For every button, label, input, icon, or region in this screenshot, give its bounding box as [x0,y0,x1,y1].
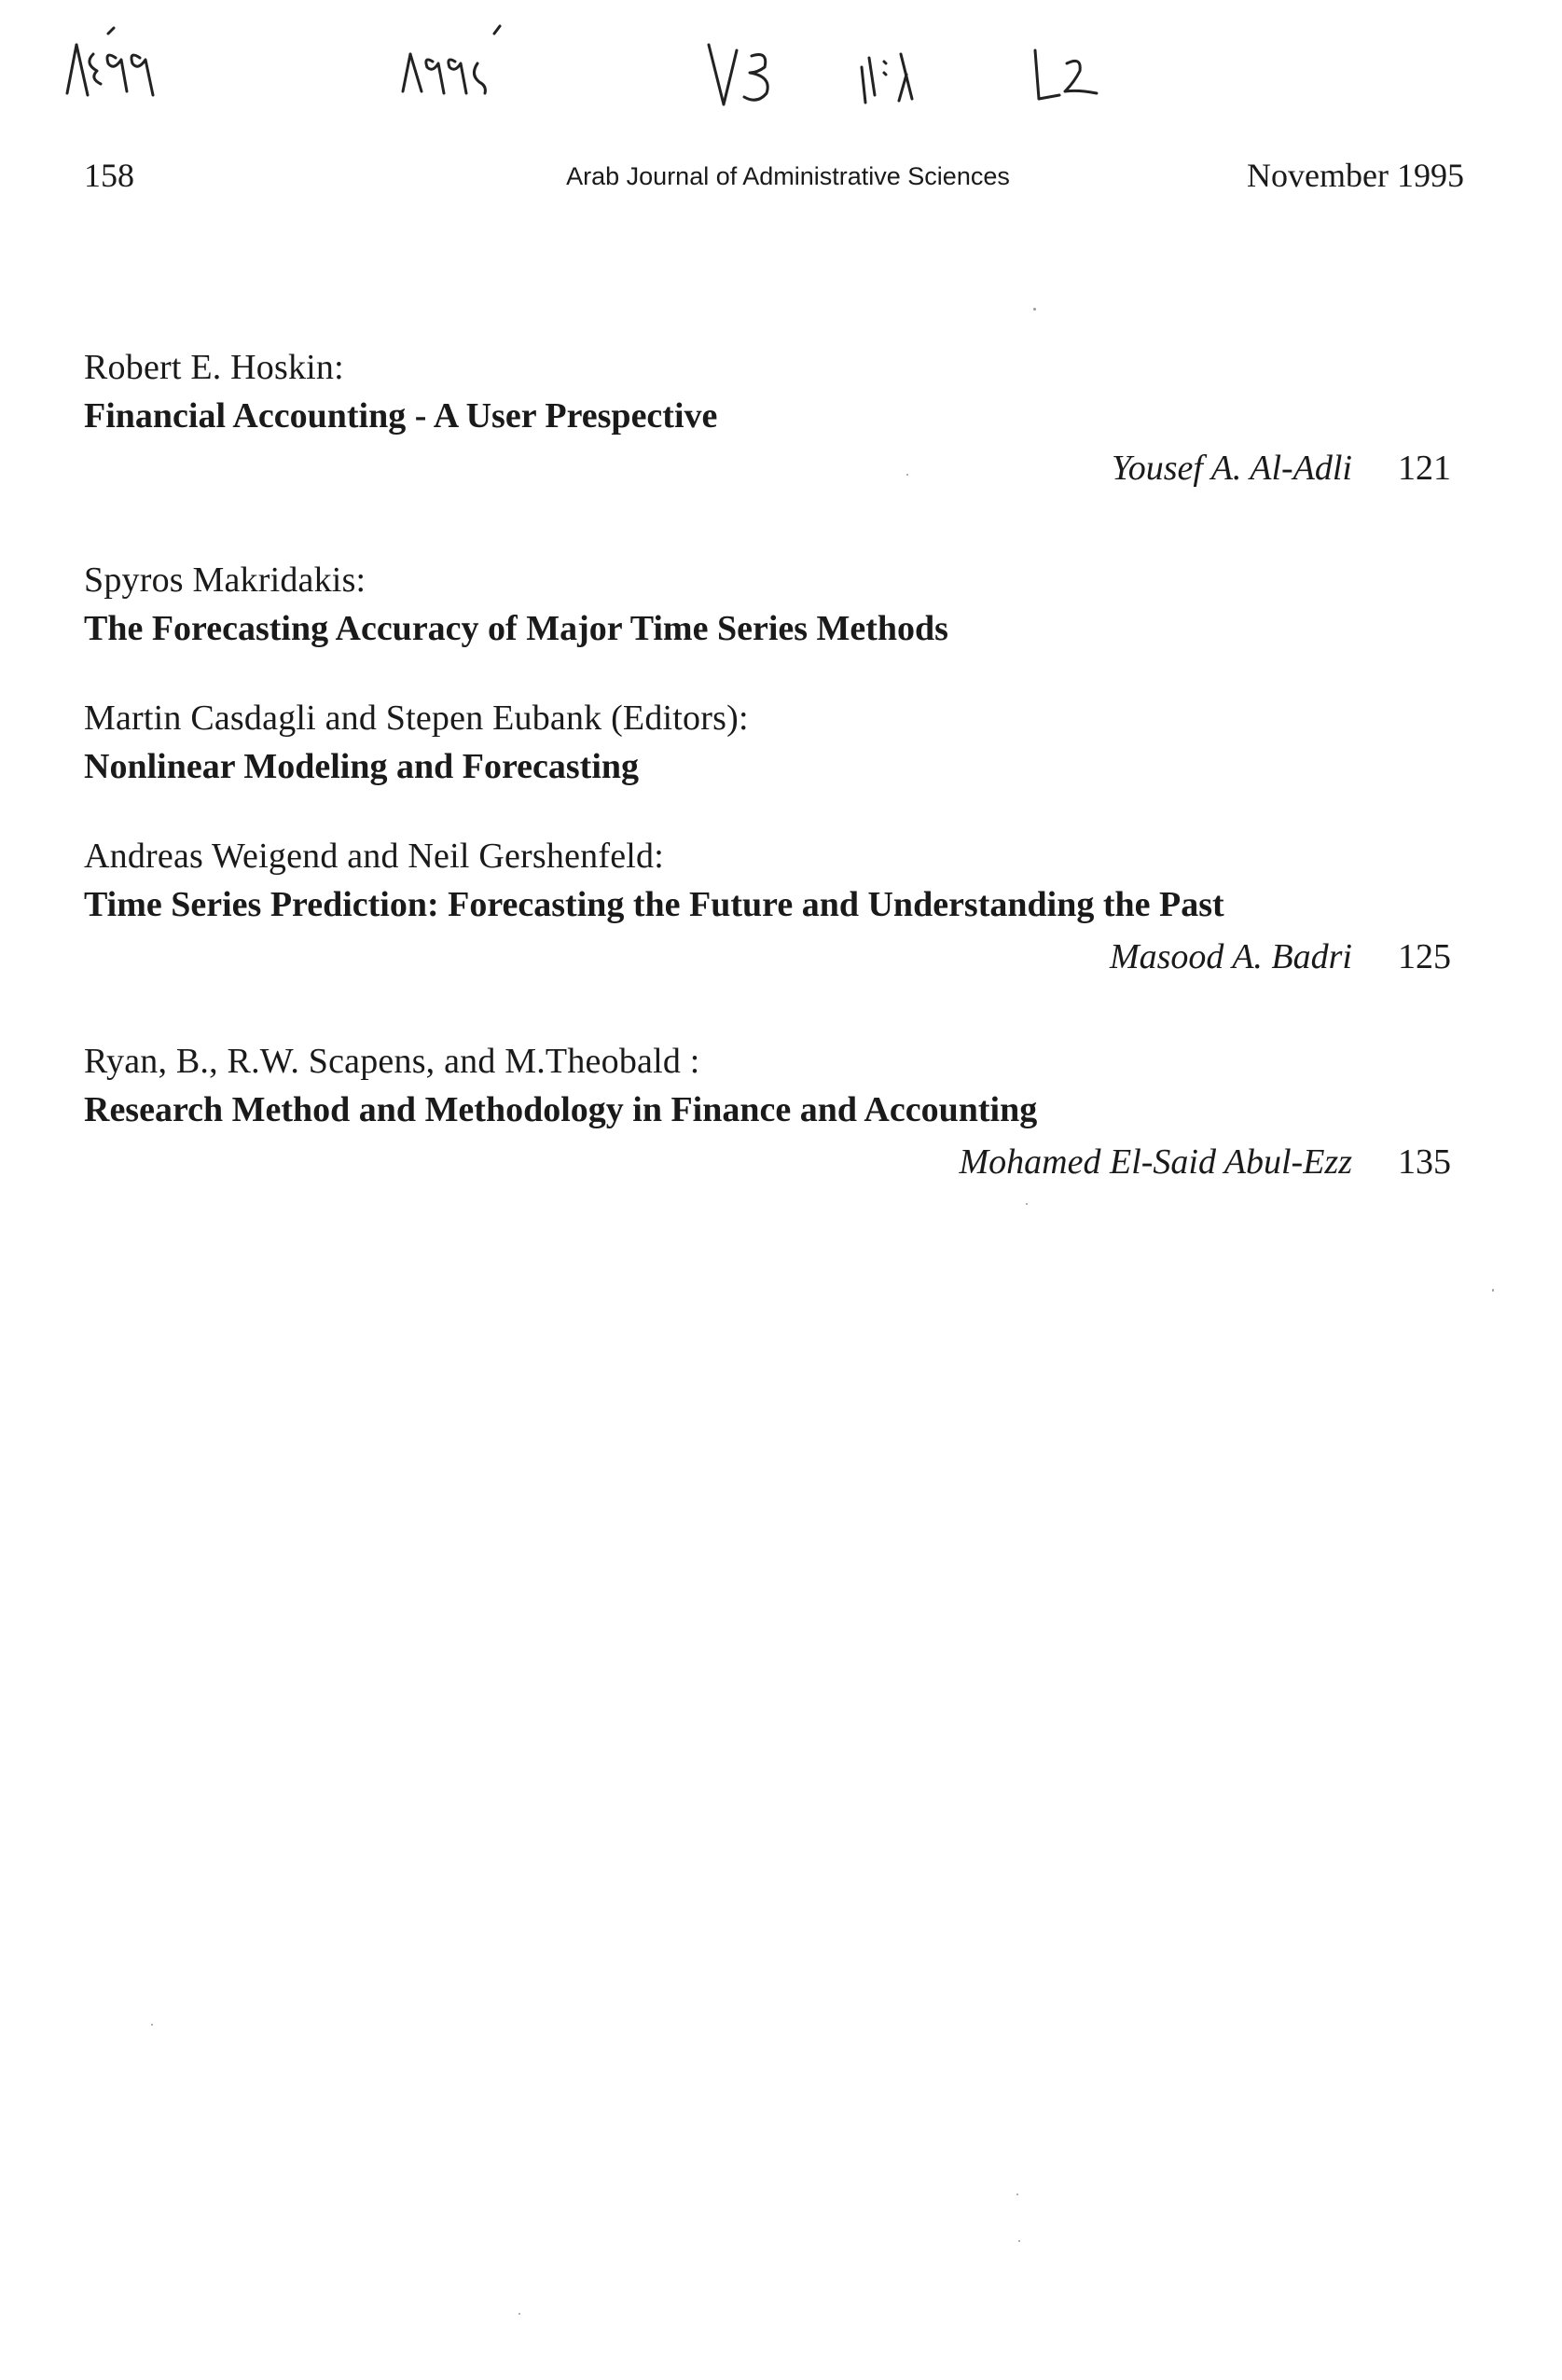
review-entry [84,1037,1451,1186]
book-review-list [84,343,1451,1186]
reviewer-name: Yousef A. Al-Adli [1112,449,1352,488]
issue-date: November 1995 [1247,157,1464,194]
book-title: Nonlinear Modeling and Forecasting [84,747,640,786]
book-authors: Ryan, B., R.W. Scapens, and M.Theobald : [84,1042,700,1081]
handwritten-note-3 [709,45,767,104]
book-title: The Forecasting Accuracy of Major Time Series Methods [84,609,948,648]
scan-speck [1016,2193,1018,2195]
handwritten-note-5 [1035,50,1097,99]
scan-speck [518,2313,520,2315]
page-reference: 135 [1398,1142,1451,1182]
book-authors: Robert E. Hoskin: [84,348,344,387]
scan-speck [1492,1289,1494,1292]
handwritten-note-2 [403,26,500,93]
scan-speck [1018,2240,1020,2242]
reviewer-name: Mohamed El-Said Abul-Ezz [959,1142,1352,1182]
page-reference: 121 [1398,449,1451,488]
book-authors: Andreas Weigend and Neil Gershenfeld: [84,837,664,876]
review-entry [84,556,1451,653]
reviewer-name: Masood A. Badri [1109,937,1352,976]
book-title: Research Method and Methodology in Finance and Accounting [84,1090,1038,1129]
handwritten-annotations [56,17,1362,119]
book-title: Time Series Prediction: Forecasting the Future and Understanding the Past [84,885,1224,924]
reviewer-line [84,444,1451,492]
scan-speck [1026,1203,1028,1205]
review-entry [84,694,1451,791]
handwritten-note-1 [67,28,153,95]
scan-speck [151,2024,153,2026]
book-authors: Spyros Makridakis: [84,560,366,600]
reviewer-line [84,1138,1451,1186]
review-entry [84,832,1451,981]
scan-speck [906,474,908,476]
journal-title: Arab Journal of Administrative Sciences [566,162,1010,190]
book-authors: Martin Casdagli and Stepen Eubank (Editors): [84,699,749,738]
page-number: 158 [84,157,134,194]
scan-speck [1033,308,1036,311]
book-title: Financial Accounting - A User Prespective [84,396,718,436]
review-entry [84,343,1451,492]
handwritten-note-4 [862,54,912,103]
reviewer-line [84,933,1451,981]
running-header [84,159,1464,205]
page-reference: 125 [1398,937,1451,976]
